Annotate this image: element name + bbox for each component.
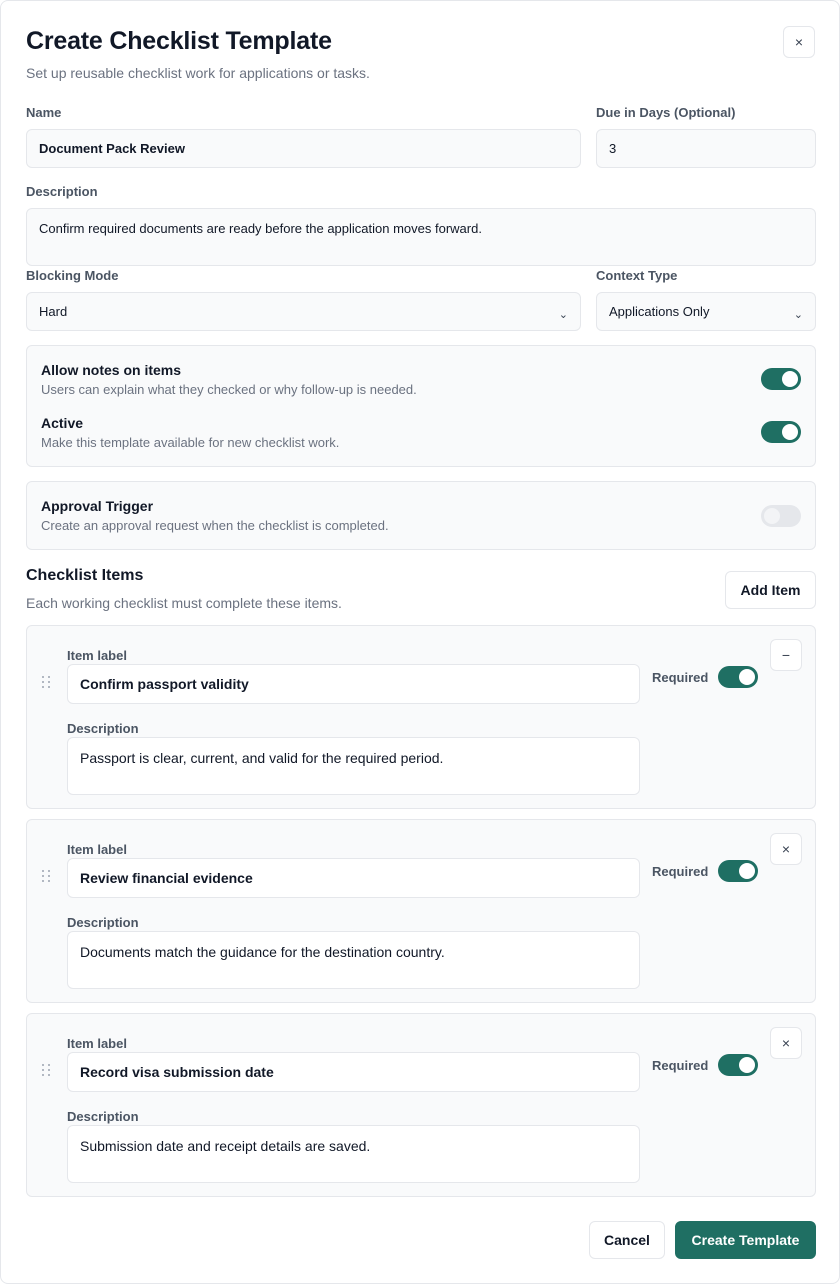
due-days-input[interactable]: 3 [596, 129, 816, 168]
context-type-select[interactable] [596, 292, 816, 331]
cancel-button[interactable]: Cancel [589, 1221, 665, 1259]
item-label-label: Item label [67, 648, 127, 663]
required-toggle[interactable] [718, 1054, 758, 1076]
allow-notes-title: Allow notes on items [41, 362, 182, 378]
item-description-label: Description [67, 915, 139, 930]
description-textarea[interactable]: Confirm required documents are ready before the application moves forward. [26, 208, 816, 266]
required-label: Required [652, 670, 709, 685]
modal-title: Create Checklist Template [26, 27, 332, 55]
remove-item-button[interactable] [770, 1027, 802, 1059]
add-item-button[interactable]: Add Item [725, 571, 816, 609]
drag-handle-icon[interactable] [42, 676, 52, 690]
item-description-textarea[interactable]: Passport is clear, current, and valid for the required period. [67, 737, 640, 795]
checklist-items-title: Checklist Items [26, 567, 144, 584]
options-panel [26, 345, 816, 467]
close-icon: × [794, 34, 804, 50]
context-type-value: Applications Only [609, 304, 710, 319]
chevron-down-icon: ⌄ [793, 309, 803, 321]
drag-handle-icon[interactable] [42, 870, 52, 884]
context-type-label: Context Type [596, 268, 678, 283]
remove-item-button[interactable] [770, 833, 802, 865]
checklist-item-card [26, 625, 816, 809]
allow-notes-desc: Users can explain what they checked or why follow-up is needed. [41, 382, 417, 397]
item-label-input[interactable]: Record visa submission date [67, 1052, 640, 1092]
item-description-textarea[interactable]: Documents match the guidance for the destination country. [67, 931, 640, 989]
checklist-item-card [26, 819, 816, 1003]
create-template-button[interactable]: Create Template [675, 1221, 816, 1259]
allow-notes-toggle[interactable] [761, 368, 801, 390]
minus-icon: − [781, 647, 791, 663]
checklist-item-card [26, 1013, 816, 1197]
active-desc: Make this template available for new checklist work. [41, 435, 340, 450]
required-label: Required [652, 864, 709, 879]
blocking-mode-label: Blocking Mode [26, 268, 119, 283]
due-days-label: Due in Days (Optional) [596, 105, 736, 120]
close-modal-button[interactable] [783, 26, 815, 58]
drag-handle-icon[interactable] [42, 1064, 52, 1078]
item-label-input[interactable]: Review financial evidence [67, 858, 640, 898]
required-toggle[interactable] [718, 860, 758, 882]
approval-trigger-toggle[interactable] [761, 505, 801, 527]
item-label-input[interactable]: Confirm passport validity [67, 664, 640, 704]
approval-panel [26, 481, 816, 550]
approval-trigger-desc: Create an approval request when the checklist is completed. [41, 518, 389, 533]
close-icon: × [781, 841, 791, 857]
remove-item-button[interactable] [770, 639, 802, 671]
item-description-textarea[interactable]: Submission date and receipt details are saved. [67, 1125, 640, 1183]
active-toggle[interactable] [761, 421, 801, 443]
approval-trigger-title: Approval Trigger [41, 498, 154, 514]
item-label-label: Item label [67, 842, 127, 857]
item-description-label: Description [67, 1109, 139, 1124]
blocking-mode-select[interactable] [26, 292, 581, 331]
chevron-down-icon: ⌄ [558, 309, 568, 321]
close-icon: × [781, 1035, 791, 1051]
required-label: Required [652, 1058, 709, 1073]
name-input[interactable]: Document Pack Review [26, 129, 581, 168]
item-description-label: Description [67, 721, 139, 736]
checklist-items-desc: Each working checklist must complete these items. [26, 595, 342, 611]
active-title: Active [41, 415, 84, 431]
required-toggle[interactable] [718, 666, 758, 688]
name-label: Name [26, 105, 62, 120]
item-label-label: Item label [67, 1036, 127, 1051]
blocking-mode-value: Hard [39, 304, 68, 319]
modal-subtitle: Set up reusable checklist work for applications or tasks. [26, 65, 370, 81]
description-label: Description [26, 184, 98, 199]
